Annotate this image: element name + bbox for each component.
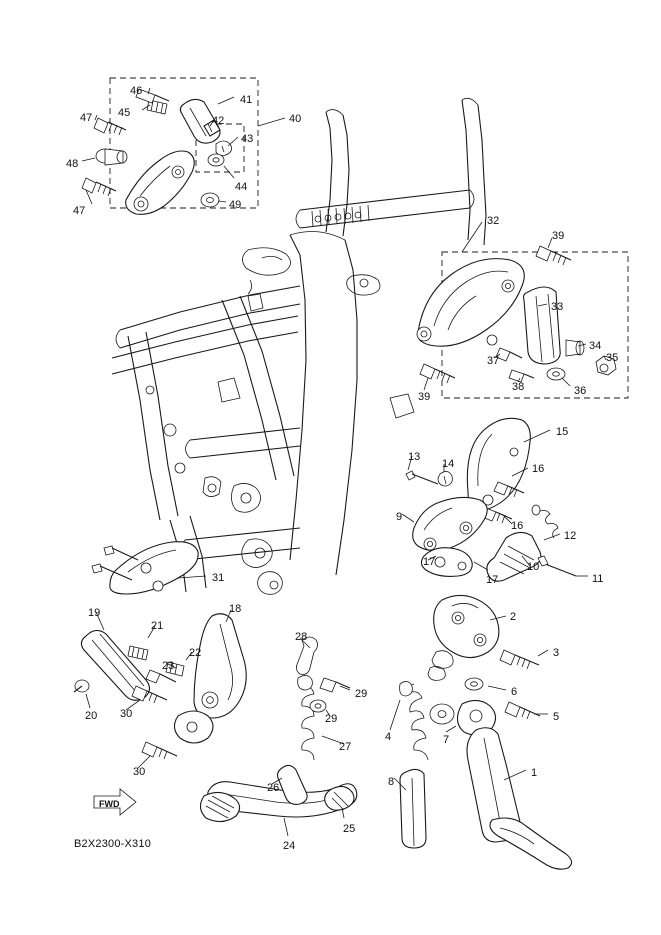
callout-48: 48 <box>66 158 79 170</box>
callout-3: 3 <box>553 647 560 659</box>
callout-43: 43 <box>241 133 254 145</box>
callout-39-upper: 39 <box>552 230 565 242</box>
callout-18: 18 <box>229 603 242 615</box>
callout-19: 19 <box>88 607 101 619</box>
callout-29-upper: 29 <box>355 688 368 700</box>
callout-26: 26 <box>267 782 280 794</box>
callout-44: 44 <box>235 181 248 193</box>
callout-17-right: 17 <box>486 574 499 586</box>
callout-16-lower: 16 <box>511 520 524 532</box>
callout-49: 49 <box>229 199 242 211</box>
callout-10: 10 <box>527 561 540 573</box>
callout-5: 5 <box>553 711 560 723</box>
callout-8: 8 <box>388 776 395 788</box>
callout-2: 2 <box>510 611 517 623</box>
callout-35: 35 <box>606 352 619 364</box>
callout-31: 31 <box>212 572 225 584</box>
callout-34: 34 <box>589 340 602 352</box>
callout-22: 22 <box>189 647 202 659</box>
callout-27: 27 <box>339 741 352 753</box>
callout-15: 15 <box>556 426 569 438</box>
callout-9: 9 <box>396 511 403 523</box>
part-group-32 <box>417 246 619 383</box>
callout-20: 20 <box>85 710 98 722</box>
callout-17-left: 17 <box>423 556 436 568</box>
part-group-40 <box>82 89 232 214</box>
callout-30-lower: 30 <box>133 766 146 778</box>
callout-29-lower: 29 <box>325 713 338 725</box>
callout-38: 38 <box>512 381 525 393</box>
callout-46: 46 <box>130 85 143 97</box>
callout-47-upper: 47 <box>80 112 93 124</box>
callout-7: 7 <box>443 734 450 746</box>
callout-37: 37 <box>487 355 500 367</box>
callout-23: 23 <box>162 660 175 672</box>
callout-30-upper: 30 <box>120 708 133 720</box>
callout-16-upper: 16 <box>532 463 545 475</box>
callout-28: 28 <box>295 631 308 643</box>
callout-33: 33 <box>551 301 564 313</box>
callout-42: 42 <box>212 115 225 127</box>
fwd-label: FWD <box>99 799 120 809</box>
callout-32: 32 <box>487 215 500 227</box>
callout-41: 41 <box>240 94 253 106</box>
part-code: B2X2300-X310 <box>74 838 152 850</box>
callout-1: 1 <box>531 767 538 779</box>
callout-40: 40 <box>289 113 302 125</box>
callout-11: 11 <box>592 573 604 585</box>
part-group-stand-bracket <box>400 595 572 869</box>
callout-25: 25 <box>343 823 356 835</box>
callout-14: 14 <box>442 458 455 470</box>
callout-47-lower: 47 <box>73 205 86 217</box>
callout-36: 36 <box>574 385 587 397</box>
callout-13: 13 <box>408 451 421 463</box>
callout-4: 4 <box>385 731 392 743</box>
callout-39-lower: 39 <box>418 391 431 403</box>
callout-6: 6 <box>511 686 518 698</box>
callout-45: 45 <box>118 107 131 119</box>
callout-21: 21 <box>151 620 164 632</box>
callout-24: 24 <box>283 840 296 852</box>
callout-12: 12 <box>564 530 577 542</box>
